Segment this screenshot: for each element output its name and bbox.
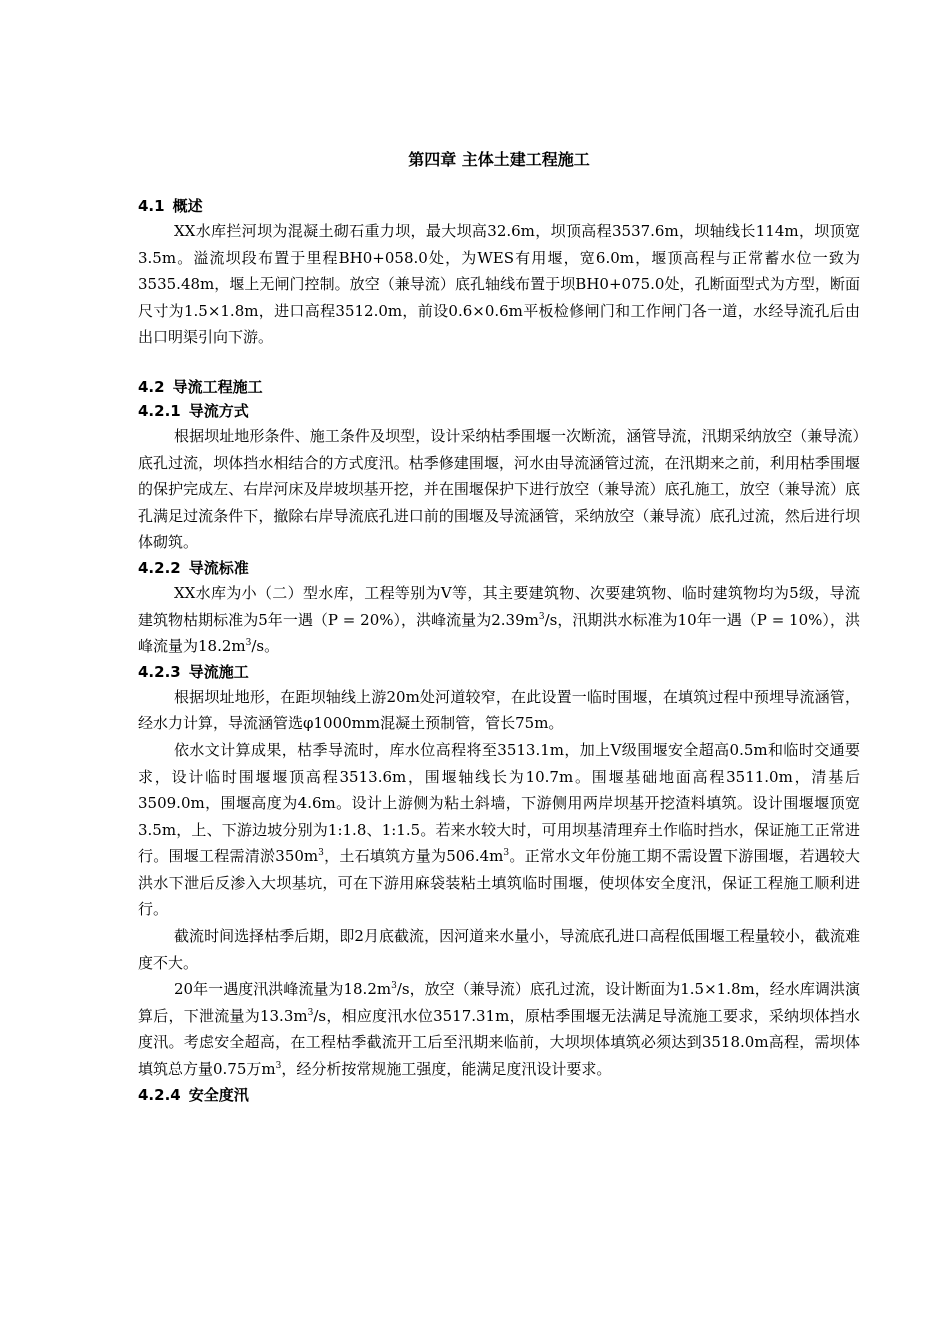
section-number: 4.2.3 (138, 662, 181, 681)
section-title: 概述 (172, 197, 203, 215)
section-number: 4.2.2 (138, 558, 181, 577)
text-run: /s，汛期洪水标准为10年一遇（P = 10%），洪峰流量为18.2m (138, 610, 860, 656)
section-number: 4.1 (138, 197, 165, 215)
section-title: 导流标准 (188, 558, 249, 577)
section-heading-4-2-1 (138, 399, 860, 423)
text-run: 20年一遇度汛洪峰流量为18.2m (174, 980, 392, 999)
text-run: XX水库为小（二）型水库，工程等别为Ⅴ等，其主要建筑物、次要建筑物、临时建筑物均为5级，导流建筑物枯期标准为5年一遇（P = 20%），洪峰流量为2.39m (138, 583, 860, 629)
paragraph-diversion-construction-1: 根据坝址地形，在距坝轴线上游20m处河道较窄，在此设置一临时围堰，在填筑过程中预埋导流涵管，经水力计算，导流涵管选φ1000mm混凝土预制管，管长75m。 (138, 687, 860, 733)
paragraph-diversion-construction-4 (138, 976, 860, 1082)
superscript: 3 (275, 1061, 282, 1072)
document-page (138, 140, 860, 1107)
paragraph-diversion-method: 根据坝址地形条件、施工条件及坝型，设计采纳枯季围堰一次断流，涵管导流，汛期采纳放空（兼导流）底孔过流，坝体挡水相结合的方式度汛。枯季修建围堰，河水由导流涵管过流，在汛期来之前，利用枯季围堰的保护完成左、右岸河床及岸坡坝基开挖，并在围堰保护下进行放空（兼导流）底孔施工，放空（兼导流）底孔满足过流条件下，撤除右岸导流底孔进口前的围堰及导流涵管，采纳放空（兼导流）底孔过流，然后进行坝体砌筑。 (138, 426, 860, 552)
section-title: 导流方式 (188, 401, 249, 420)
text-run: /s，放空（兼导流）底孔过流，设计断面为1.5×1.8m，经水库调洪演算后，下泄流量为13.3m (138, 980, 860, 1025)
superscript: 3 (391, 981, 397, 992)
superscript: 3 (538, 611, 545, 622)
superscript: 3 (318, 848, 324, 859)
text-run: /s。 (251, 637, 280, 656)
section-title: 导流工程施工 (172, 377, 263, 396)
paragraph-diversion-construction-3: 截流时间选择枯季后期，即2月底截流，因河道来水量小，导流底孔进口高程低围堰工程量较小，截流难度不大。 (138, 927, 860, 972)
text-run: ，经分析按常规施工强度，能满足度汛设计要求。 (281, 1060, 612, 1079)
section-number: 4.2.1 (138, 401, 181, 420)
section-number: 4.2.4 (138, 1085, 181, 1104)
text-run: 依水文计算成果，枯季导流时，库水位高程将至3513.1m，加上Ⅴ级围堰安全超高0.5m和临时交通要求，设计临时围堰堰顶高程3513.6m，围堰轴线长为10.7m。围堰基础地面高程3511.0m，清基后3509.0m，围堰高度为4.6m。设计上游侧为粘土斜墙，下游侧用两岸坝基开挖渣料填筑。设计围堰堰顶宽3.5m，上、下游边坡分别为1:1.8、1:1.5。若来水较大时，可用坝基清理弃土作临时挡水，保证施工正常进行。围堰工程需清淤350m (138, 740, 860, 866)
text-run: 。正常水文年份施工期不需设置下游围堰，若遇较大洪水下泄后反渗入大坝基坑，可在下游用麻袋装粘土填筑临时围堰，使坝体安全度汛，保证工程施工顺利进行。 (138, 847, 860, 919)
section-heading-4-1 (138, 194, 860, 218)
spacer (138, 351, 860, 375)
text-run: ，土石填筑方量为506.4m (323, 847, 504, 866)
section-heading-4-2-3 (138, 660, 860, 684)
section-number: 4.2 (138, 377, 165, 396)
section-heading-4-2 (138, 375, 860, 399)
paragraph-diversion-construction-2 (138, 737, 860, 923)
superscript: 3 (503, 848, 510, 859)
section-heading-4-2-4 (138, 1083, 860, 1107)
section-title: 导流施工 (188, 662, 249, 681)
paragraph-diversion-standard (138, 580, 860, 660)
text-run: /s，相应度汛水位3517.31m，原枯季围堰无法满足导流施工要求，采纳坝体挡水度汛。考虑安全超高，在工程枯季截流开工后至汛期来临前，大坝坝体填筑必须达到3518.0m高程，需坝体填筑总方量0.75万m (138, 1006, 861, 1079)
chapter-title: 第四章 主体土建工程施工 (408, 150, 590, 169)
section-heading-4-2-2 (138, 556, 860, 580)
superscript: 3 (245, 638, 252, 649)
section-title: 安全度汛 (188, 1085, 249, 1104)
paragraph-overview: XX水库拦河坝为混凝土砌石重力坝，最大坝高32.6m，坝顶高程3537.6m，坝轴线长114m，坝顶宽3.5m。溢流坝段布置于里程BH0+058.0处，为WES有用堰，宽6.0m，堰顶高程与正常蓄水位一致为3535.48m，堰上无闸门控制。放空（兼导流）底孔轴线布置于坝BH0+075.0处，孔断面型式为方型，断面尺寸为1.5×1.8m，进口高程3512.0m，前设0.6×0.6m平板检修闸门和工作闸门各一道，水经导流孔后由出口明渠引向下游。 (138, 222, 860, 347)
superscript: 3 (307, 1007, 314, 1018)
